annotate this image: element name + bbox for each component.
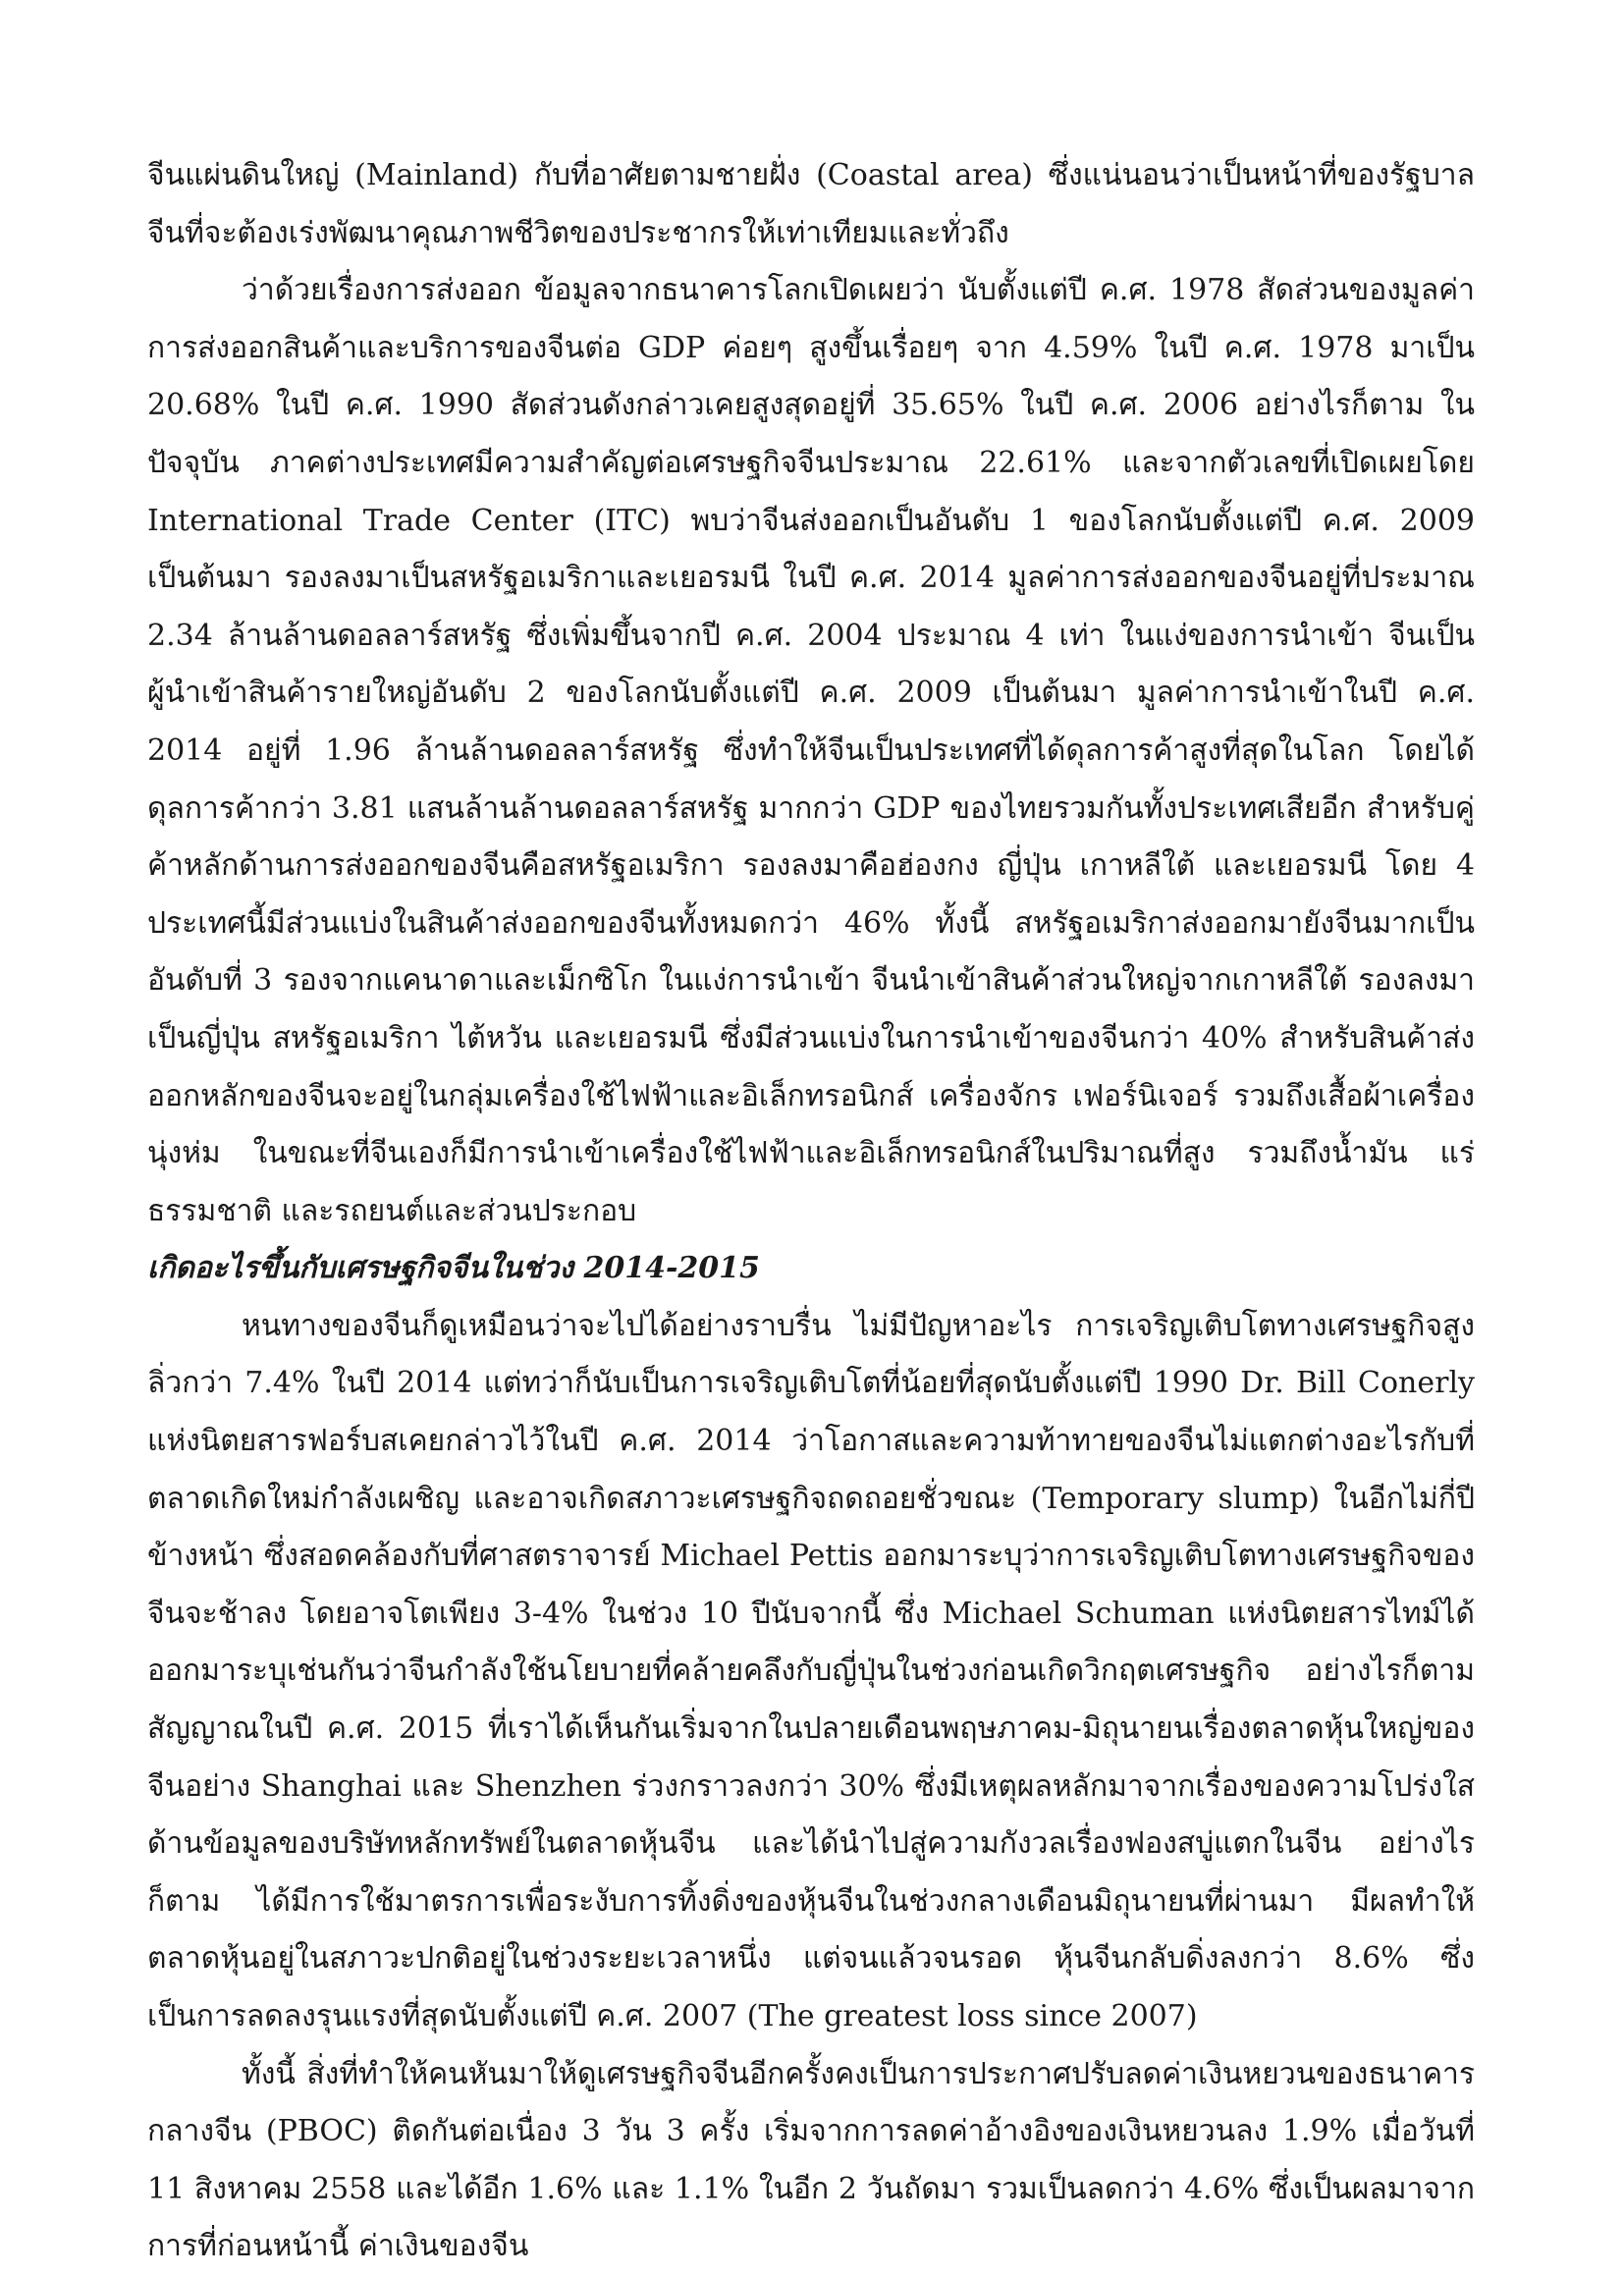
- paragraph-economy-2014-2015: หนทางของจีนก็ดูเหมือนว่าจะไปได้อย่างราบรื่น ไม่มีปัญหาอะไร การเจริญเติบโตทางเศรษฐกิจสูงลิ่วกว่า 7.4% ในปี 2014 แต่ทว่าก็นับเป็นการเจริญเติบโตที่น้อยที่สุดนับตั้งแต่ปี 1990 Dr. Bill Conerly แห่งนิตยสารฟอร์บสเคยกล่าวไว้ในปี ค.ศ. 2014 ว่าโอกาสและความท้าทายของจีนไม่แตกต่างอะไรกับที่ตลาดเกิดใหม่กำลังเผชิญ และอาจเกิดสภาวะเศรษฐกิจถดถอยชั่วขณะ (Temporary slump) ในอีกไม่กี่ปีข้างหน้า ซึ่งสอดคล้องกับที่ศาสตราจารย์ Michael Pettis ออกมาระบุว่าการเจริญเติบโตทางเศรษฐกิจของจีนจะช้าลง โดยอาจโตเพียง 3-4% ในช่วง 10 ปีนับจากนี้ ซึ่ง Michael Schuman แห่งนิตยสารไทม์ได้ออกมาระบุเช่นกันว่าจีนกำลังใช้นโยบายที่คล้ายคลึงกับญี่ปุ่นในช่วงก่อนเกิดวิกฤตเศรษฐกิจ อย่างไรก็ตาม สัญญาณในปี ค.ศ. 2015 ที่เราได้เห็นกันเริ่มจากในปลายเดือนพฤษภาคม-มิถุนายนเรื่องตลาดหุ้นใหญ่ของจีนอย่าง Shanghai และ Shenzhen ร่วงกราวลงกว่า 30% ซึ่งมีเหตุผลหลักมาจากเรื่องของความโปร่งใสด้านข้อมูลของบริษัทหลักทรัพย์ในตลาดหุ้นจีน และได้นำไปสู่ความกังวลเรื่องฟองสบู่แตกในจีน อย่างไรก็ตาม ได้มีการใช้มาตรการเพื่อระงับการทิ้งดิ่งของหุ้นจีนในช่วงกลางเดือนมิถุนายนที่ผ่านมา มีผลทำให้ตลาดหุ้นอยู่ในสภาวะปกติอยู่ในช่วงระยะเวลาหนึ่ง แต่จนแล้วจนรอด หุ้นจีนกลับดิ่งลงกว่า 8.6% ซึ่งเป็นการลดลงรุนแรงที่สุดนับตั้งแต่ปี ค.ศ. 2007 (The greatest loss since 2007): [147, 1308, 1475, 2033]
- document-page: [147, 147, 1475, 2276]
- paragraph-yuan-devaluation: ทั้งนี้ สิ่งที่ทำให้คนหันมาให้ดูเศรษฐกิจจีนอีกครั้งคงเป็นการประกาศปรับลดค่าเงินหยวนของธนาคารกลางจีน (PBOC) ติดกันต่อเนื่อง 3 วัน 3 ครั้ง เริ่มจากการลดค่าอ้างอิงของเงินหยวนลง 1.9% เมื่อวันที่ 11 สิงหาคม 2558 และได้อีก 1.6% และ 1.1% ในอีก 2 วันถัดมา รวมเป็นลดกว่า 4.6% ซึ่งเป็นผลมาจากการที่ก่อนหน้านี้ ค่าเงินของจีน: [147, 2056, 1475, 2264]
- paragraph-exports-imports: ว่าด้วยเรื่องการส่งออก ข้อมูลจากธนาคารโลกเปิดเผยว่า นับตั้งแต่ปี ค.ศ. 1978 สัดส่วนของมูลค่าการส่งออกสินค้าและบริการของจีนต่อ GDP ค่อยๆ สูงขึ้นเรื่อยๆ จาก 4.59% ในปี ค.ศ. 1978 มาเป็น 20.68% ในปี ค.ศ. 1990 สัดส่วนดังกล่าวเคยสูงสุดอยู่ที่ 35.65% ในปี ค.ศ. 2006 อย่างไรก็ตาม ในปัจจุบัน ภาคต่างประเทศมีความสำคัญต่อเศรษฐกิจจีนประมาณ 22.61% และจากตัวเลขที่เปิดเผยโดย International Trade Center (ITC) พบว่าจีนส่งออกเป็นอันดับ 1 ของโลกนับตั้งแต่ปี ค.ศ. 2009 เป็นต้นมา รองลงมาเป็นสหรัฐอเมริกาและเยอรมนี ในปี ค.ศ. 2014 มูลค่าการส่งออกของจีนอยู่ที่ประมาณ 2.34 ล้านล้านดอลลาร์สหรัฐ ซึ่งเพิ่มขึ้นจากปี ค.ศ. 2004 ประมาณ 4 เท่า ในแง่ของการนำเข้า จีนเป็นผู้นำเข้าสินค้ารายใหญ่อันดับ 2 ของโลกนับตั้งแต่ปี ค.ศ. 2009 เป็นต้นมา มูลค่าการนำเข้าในปี ค.ศ. 2014 อยู่ที่ 1.96 ล้านล้านดอลลาร์สหรัฐ ซึ่งทำให้จีนเป็นประเทศที่ได้ดุลการค้าสูงที่สุดในโลก โดยได้ดุลการค้ากว่า 3.81 แสนล้านล้านดอลลาร์สหรัฐ มากกว่า GDP ของไทยรวมกันทั้งประเทศเสียอีก สำหรับคู่ค้าหลักด้านการส่งออกของจีนคือสหรัฐอเมริกา รองลงมาคือฮ่องกง ญี่ปุ่น เกาหลีใต้ และเยอรมนี โดย 4 ประเทศนี้มีส่วนแบ่งในสินค้าส่งออกของจีนทั้งหมดกว่า 46% ทั้งนี้ สหรัฐอเมริกาส่งออกมายังจีนมากเป็นอันดับที่ 3 รองจากแคนาดาและเม็กซิโก ในแง่การนำเข้า จีนนำเข้าสินค้าส่วนใหญ่จากเกาหลีใต้ รองลงมาเป็นญี่ปุ่น สหรัฐอเมริกา ไต้หวัน และเยอรมนี ซึ่งมีส่วนแบ่งในการนำเข้าของจีนกว่า 40% สำหรับสินค้าส่งออกหลักของจีนจะอยู่ในกลุ่มเครื่องใช้ไฟฟ้าและอิเล็กทรอนิกส์ เครื่องจักร เฟอร์นิเจอร์ รวมถึงเสื้อผ้าเครื่องนุ่งห่ม ในขณะที่จีนเองก็มีการนำเข้าเครื่องใช้ไฟฟ้าและอิเล็กทรอนิกส์ในปริมาณที่สูง รวมถึงน้ำมัน แร่ธรรมชาติ และรถยนต์และส่วนประกอบ: [147, 273, 1475, 1228]
- section-heading: เกิดอะไรขึ้นกับเศรษฐกิจจีนในช่วง 2014-2015: [147, 1251, 760, 1286]
- paragraph-mainland-coastal: จีนแผ่นดินใหญ่ (Mainland) กับที่อาศัยตามชายฝั่ง (Coastal area) ซึ่งแน่นอนว่าเป็นหน้าที่ของรัฐบาลจีนที่จะต้องเร่งพัฒนาคุณภาพชีวิตของประชากรให้เท่าเทียมและทั่วถึง: [147, 158, 1475, 250]
